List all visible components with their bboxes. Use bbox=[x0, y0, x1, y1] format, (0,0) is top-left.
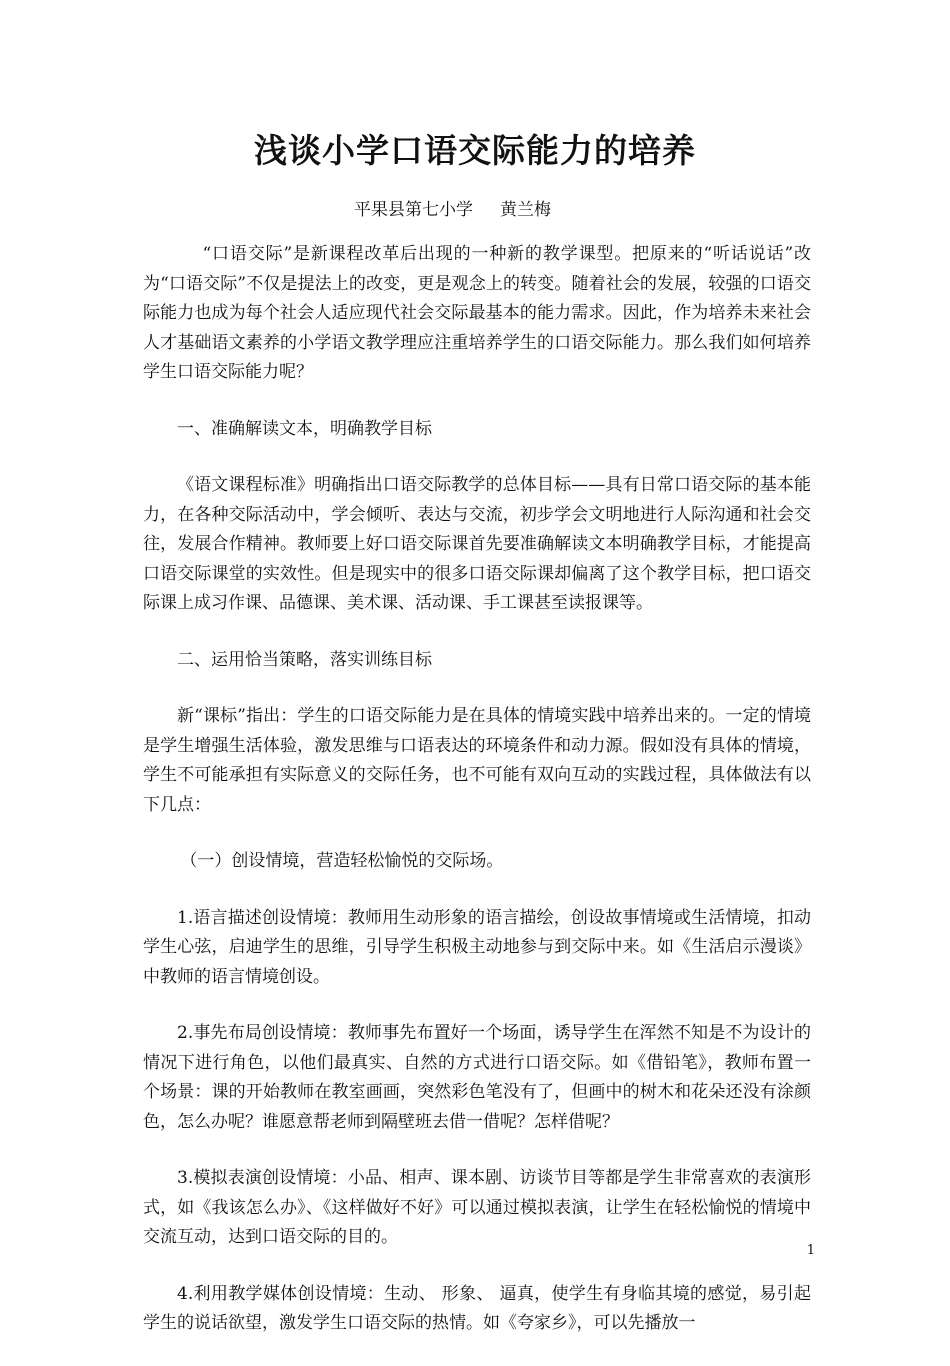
document-title: 浅谈小学口语交际能力的培养 bbox=[254, 131, 696, 170]
intro-paragraph: “口语交际”是新课程改革后出现的一种新的教学课型。把原来的“听话说话”改为“口语交际”不仅是提法上的改变，更是观念上的转变。随着社会的发展，较强的口语交际能力也成为每个社会人适应现代社会交际最基本的能力需求。因此，作为培养未来社会人才基础语文素养的小学语文教学理应注重培养学生的口语交际能力。那么我们如何培养学生口语交际能力呢？ bbox=[143, 244, 811, 382]
body-paragraph: 新“课标”指出：学生的口语交际能力是在具体的情境实践中培养出来的。一定的情境是学生增强生活体验，激发思维与口语表达的环境条件和动力源。假如没有具体的情境，学生不可能承担有实际意义的交际任务，也不可能有双向互动的实践过程，具体做法有以下几点： bbox=[143, 706, 811, 815]
body-paragraph: 《语文课程标准》明确指出口语交际教学的总体目标——具有日常口语交际的基本能力，在各种交际活动中，学会倾听、表达与交流，初步学会文明地进行人际沟通和社会交往，发展合作精神。教师要上好口语交际课首先要准确解读文本明确教学目标，才能提高口语交际课堂的实效性。但是现实中的很多口语交际课却偏离了这个教学目标，把口语交际课上成习作课、品德课、美术课、活动课、手工课甚至读报课等。 bbox=[143, 475, 811, 613]
list-item-paragraph: 1.语言描述创设情境：教师用生动形象的语言描绘，创设故事情境或生活情境，扣动学生心弦，启迪学生的思维，引导学生积极主动地参与到交际中来。如《生活启示漫谈》中教师的语言情境创设。 bbox=[143, 907, 811, 987]
subsection-heading: （一）创设情境，营造轻松愉悦的交际场。 bbox=[180, 851, 504, 871]
section-heading-2: 二、运用恰当策略，落实训练目标 bbox=[177, 649, 432, 670]
list-item-paragraph: 2.事先布局创设情境：教师事先布置好一个场面，诱导学生在浑然不知是不为设计的情况下进行角色，以他们最真实、自然的方式进行口语交际。如《借铅笔》，教师布置一个场景：课的开始教师在教室画画，突然彩色笔没有了，但画中的树木和花朵还没有涂颜色，怎么办呢？谁愿意帮老师到隔壁班去借一借呢？怎样借呢？ bbox=[143, 1023, 811, 1132]
page-number: 1 bbox=[806, 1243, 815, 1258]
document-body bbox=[143, 240, 811, 1366]
list-item-paragraph: 4.利用教学媒体创设情境：生动、 形象、 逼真，使学生有身临其境的感觉，易引起学生的说话欲望，激发学生口语交际的热情。如《夸家乡》，可以先播放一 bbox=[143, 1283, 811, 1333]
author-byline: 平果县第七小学 黄兰梅 bbox=[353, 200, 552, 220]
list-item-paragraph: 3.模拟表演创设情境：小品、相声、课本剧、访谈节目等都是学生非常喜欢的表演形式，如《我该怎么办》、《这样做好不好》可以通过模拟表演，让学生在轻松愉悦的情境中交流互动，达到口语交际的目的。 bbox=[143, 1168, 811, 1247]
section-heading-1: 一、准确解读文本，明确教学目标 bbox=[177, 418, 432, 439]
